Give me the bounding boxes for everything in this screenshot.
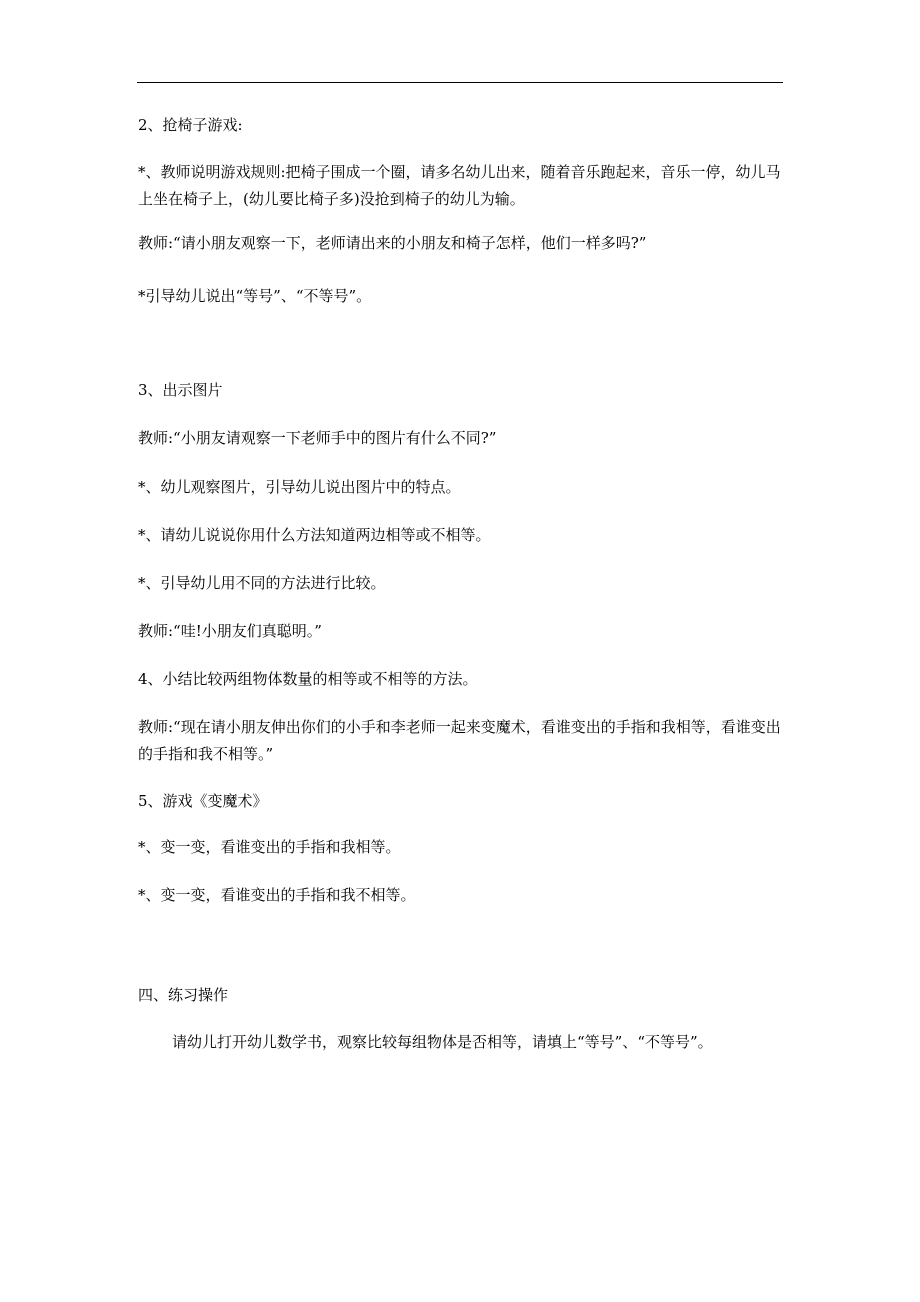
- paragraph: 请幼儿打开幼儿数学书，观察比较每组物体是否相等，请填上“等号”、“不等号”。: [172, 1033, 713, 1051]
- paragraph: 教师:“现在请小朋友伸出你们的小手和李老师一起来变魔术，看谁变出的手指和我相等，看谁变出的手指和我不相等。”: [138, 718, 781, 763]
- paragraph: *、请幼儿说说你用什么方法知道两边相等或不相等。: [138, 526, 491, 544]
- paragraph: *、变一变，看谁变出的手指和我不相等。: [138, 886, 416, 904]
- paragraph: *、幼儿观察图片，引导幼儿说出图片中的特点。: [138, 478, 461, 496]
- section-heading: 4、小结比较两组物体数量的相等或不相等的方法。: [138, 670, 478, 688]
- paragraph: *、教师说明游戏规则:把椅子围成一个圈，请多名幼儿出来，随着音乐跑起来，音乐一停，幼儿马上坐在椅子上，(幼儿要比椅子多)没抢到椅子的幼儿为输。: [138, 163, 781, 208]
- section-heading: 四、练习操作: [138, 986, 229, 1004]
- paragraph: 教师:“哇!小朋友们真聪明。”: [138, 622, 322, 640]
- section-heading: 5、游戏《变魔术》: [138, 792, 268, 810]
- paragraph: *、变一变，看谁变出的手指和我相等。: [138, 838, 401, 856]
- paragraph: 教师:“请小朋友观察一下，老师请出来的小朋友和椅子怎样，他们一样多吗?”: [138, 234, 647, 252]
- paragraph: *引导幼儿说出“等号”、“不等号”。: [138, 287, 372, 305]
- header-rule: [137, 82, 783, 83]
- paragraph: 2、抢椅子游戏:: [138, 116, 243, 134]
- section-heading: 3、出示图片: [138, 381, 223, 399]
- paragraph: 教师:“小朋友请观察一下老师手中的图片有什么不同?”: [138, 429, 497, 447]
- paragraph: *、引导幼儿用不同的方法进行比较。: [138, 574, 386, 592]
